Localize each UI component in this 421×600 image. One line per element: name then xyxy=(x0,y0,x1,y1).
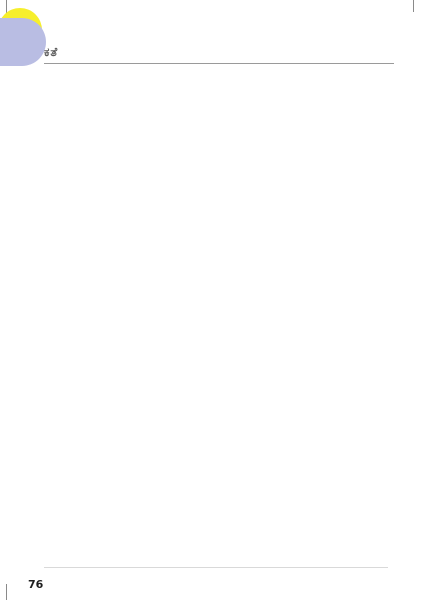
corner-decoration xyxy=(0,0,80,80)
text-line xyxy=(44,314,388,328)
text-line xyxy=(44,134,388,148)
text-line xyxy=(44,147,388,161)
text-line xyxy=(44,536,388,550)
text-line xyxy=(44,272,388,286)
text-line xyxy=(44,106,388,120)
text-line xyxy=(44,259,388,273)
text-line xyxy=(44,175,388,189)
text-line xyxy=(44,356,388,370)
page-header xyxy=(44,45,394,65)
text-line xyxy=(44,397,388,411)
footer-rule xyxy=(44,567,388,568)
text-line xyxy=(44,481,388,495)
text-line xyxy=(44,161,388,175)
page-number: 76 xyxy=(28,578,44,591)
text-line xyxy=(44,453,388,467)
text-line xyxy=(44,342,388,356)
running-head: ಕತೆ xyxy=(44,45,59,59)
text-line xyxy=(44,286,388,300)
text-line xyxy=(44,495,388,509)
body-text xyxy=(44,78,388,564)
text-line xyxy=(44,467,388,481)
text-line xyxy=(44,509,388,523)
text-line xyxy=(44,231,388,245)
text-line xyxy=(44,189,388,203)
text-line xyxy=(44,120,388,134)
text-line xyxy=(44,217,388,231)
text-line xyxy=(44,203,388,217)
text-line xyxy=(44,411,388,425)
text-line xyxy=(44,78,388,92)
text-line xyxy=(44,370,388,384)
text-line xyxy=(44,550,388,564)
text-line xyxy=(44,300,388,314)
crop-mark-bottom-left xyxy=(6,584,7,600)
text-line xyxy=(44,384,388,398)
text-line xyxy=(44,328,388,342)
text-line xyxy=(44,92,388,106)
text-line xyxy=(44,425,388,439)
text-line xyxy=(44,523,388,537)
header-rule xyxy=(44,63,394,64)
crop-mark-top-right xyxy=(413,0,414,12)
text-line xyxy=(44,439,388,453)
text-line xyxy=(44,245,388,259)
lavender-quarter-ornament xyxy=(0,18,46,66)
